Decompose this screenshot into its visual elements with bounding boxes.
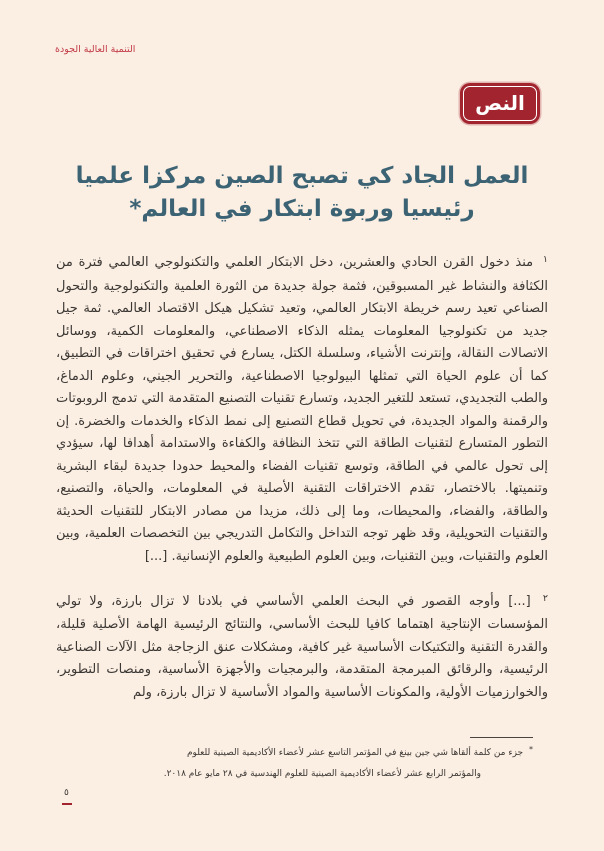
article-title-line-1: العمل الجاد كي تصبح الصين مركزا علميا: [75, 163, 529, 189]
article-title-line-2: رئيسيا وربوة ابتكار في العالم*: [129, 196, 475, 222]
badge-label: النص: [475, 90, 525, 115]
footnote-asterisk: *: [529, 745, 533, 754]
article-body: [56, 252, 548, 727]
page-number-rule: [62, 803, 72, 805]
article-title: [30, 160, 574, 226]
footnote-separator-rule: [470, 737, 533, 738]
paragraph-1-text: منذ دخول القرن الحادي والعشرين، دخل الابتكار العلمي والتكنولوجي العالمي فترة من الكثافة والنشاط غير المسبوقين، فثمة جولة جديدة من الثورة العلمية والتكنولوجية والتحول الصناعي تعيد رسم خريطة الابتكار العالمي، وتعيد تشكيل هيكل الاقتصاد العالمي. ثمة جيل جديد من تكنولوجيا المعلومات يمثله الذكاء الاصطناعي، والمعلومات الكمية، ووسائل الاتصالات النقالة، وإنترنت الأشياء، وسلسلة الكتل، يسارع في تحقيق اختراقات في التطبيق، كما أن علوم الحياة التي تمثلها البيولوجيا الاصطناعية، والتحرير الجيني، وعلوم الدماغ، والطب التجديدي، تستعد للتغير الجديد، وتسارع تقنيات التصنيع المتقدمة التي تدمج الروبوتات والرقمنة والمواد الجديدة، في تحويل قطاع التصنيع إلى نمط الذكاء والخدمات والخضرة. إن التطور المتسارع لتقنيات الطاقة التي تتخذ النظافة والكفاءة والاستدامة أهدافا لها، سيؤدي إلى تحول عالمي في الطاقة، وتوسع تقنيات الفضاء والمحيط حدودا جديدة لبقاء البشرية وتنميتها. بالاختصار، تقدم الاختراقات التقنية الأصلية في المعلومات، والحياة، والتصنيع، والطاقة، والفضاء، والمحيطات، وما إلى ذلك، مزيدا من مصادر الابتكار للتقنيات الحديثة والتقنيات التحويلية، وقد ظهر توجه التداخل والتكامل التدريجي بين التخصصات العلمية، وبين العلوم والتقنيات، وبين التقنيات، وبين العلوم الطبيعية والعلوم الإنسانية. [...]: [56, 255, 548, 564]
footnote-text: جزء من كلمة ألقاها شي جين بينغ في المؤتمر التاسع عشر لأعضاء الأكاديمية الصينية للعلوم والمؤتمر الرابع عشر لأعضاء الأكاديمية الصينية للعلوم الهندسية في ٢٨ مايو عام ٢٠١٨.: [163, 748, 524, 779]
paragraph-2-text: [...] وأوجه القصور في البحث العلمي الأساسي في بلادنا لا تزال بارزة، ولا تولي المؤسسات الإنتاجية اهتماما كافيا للبحث الأساسي، والنتائج الرئيسية الهامة الأصلية قليلة، والقدرة التقنية والتكتيكات الأساسية غير كافية، ومشكلات عنق الزجاجة مثل الآلات الصناعية الرئيسية، والرقائق المبرمجة المتقدمة، والبرمجيات والأجهزة الأساسية، ومنصات التطوير، والخوارزميات الأولية، والمكونات الأساسية والمواد الأساسية لا تزال بارزة، ولم: [56, 593, 548, 700]
paragraph-2-number: ٢: [542, 592, 548, 604]
paragraph-1: [56, 252, 548, 568]
paragraph-2: [56, 591, 548, 705]
paragraph-1-number: ١: [542, 254, 549, 265]
running-header: التنمية العالية الجودة: [55, 44, 136, 55]
footnote: [153, 742, 533, 785]
page-number: ٥: [64, 788, 69, 798]
section-badge: [460, 83, 540, 124]
